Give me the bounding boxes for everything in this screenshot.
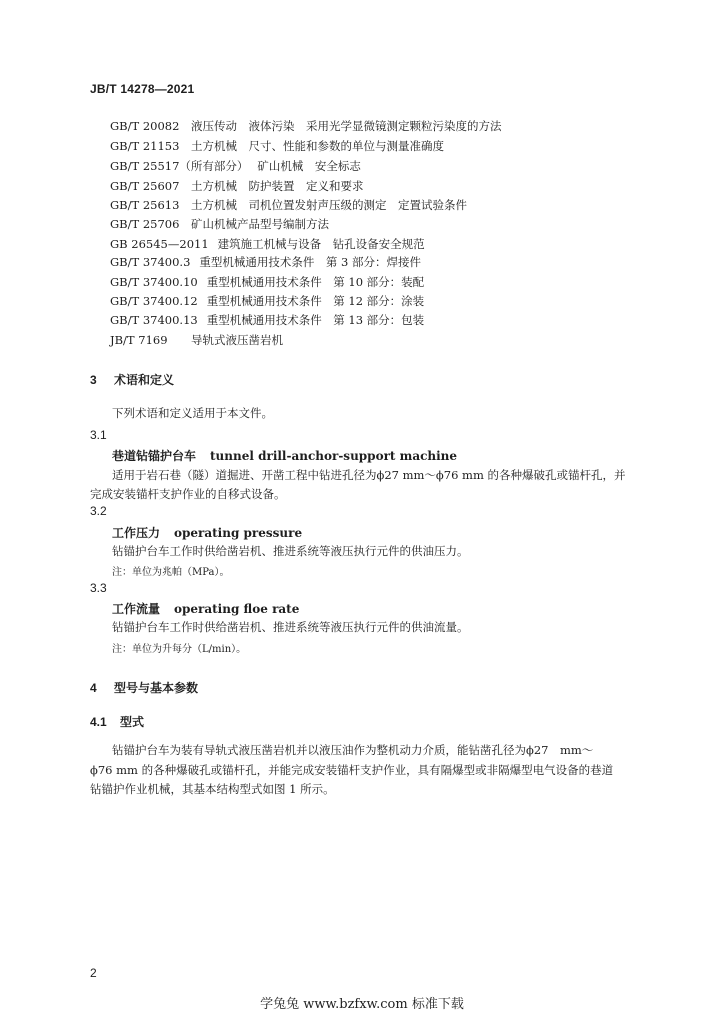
term-heading: [112, 524, 302, 541]
reference-code: GB/T 25613: [110, 198, 180, 212]
reference-item: [110, 236, 425, 252]
term-heading: [112, 447, 457, 464]
term-definition: 钻锚护台车工作时供给凿岩机、推进系统等液压执行元件的供油流量。: [112, 620, 469, 634]
term-english: tunnel drill-anchor-support machine: [210, 449, 458, 463]
reference-title: 土方机械 防护装置 定义和要求: [191, 179, 364, 193]
reference-code: JB/T 7169: [110, 333, 168, 347]
subsection-4-1-heading: [90, 713, 144, 730]
term-chinese: 工作压力: [112, 526, 161, 540]
term-note: 注：单位为升每分（L/min）。: [112, 644, 247, 655]
term-english: operating floe rate: [174, 602, 300, 616]
reference-item: [110, 158, 361, 174]
reference-title: 矿山机械产品型号编制方法: [191, 217, 329, 231]
reference-title: 建筑施工机械与设备 钻孔设备安全规范: [217, 237, 425, 251]
term-english: operating pressure: [174, 526, 303, 540]
reference-code: GB/T 21153: [110, 139, 180, 153]
reference-title: 液压传动 液体污染 采用光学显微镜测定颗粒污染度的方法: [191, 119, 502, 133]
reference-code: GB 26545—2011: [110, 237, 209, 251]
reference-code: GB/T 25706: [110, 217, 180, 231]
subsection-title: 型式: [120, 715, 145, 729]
subsection-number: 4.1: [90, 715, 107, 729]
section-number: 3: [90, 373, 97, 387]
reference-item: [110, 312, 424, 328]
reference-item: [110, 254, 421, 270]
term-note: 注：单位为兆帕（MPa）。: [112, 567, 230, 578]
reference-title: 重型机械通用技术条件 第 12 部分：涂装: [206, 294, 425, 308]
paragraph-line: 钻锚护作业机械，其基本结构型式如图 1 所示。: [90, 782, 335, 796]
reference-title: 土方机械 尺寸、性能和参数的单位与测量准确度: [191, 139, 444, 153]
section-3-heading: [90, 371, 174, 388]
section-3-intro: 下列术语和定义适用于本文件。: [112, 406, 273, 420]
reference-item: [110, 332, 283, 348]
reference-item: [110, 197, 467, 213]
reference-title: 重型机械通用技术条件 第 13 部分：包装: [206, 313, 425, 327]
term-heading: [112, 600, 299, 617]
reference-item: [110, 274, 424, 290]
reference-code: GB/T 25517（所有部分）: [110, 159, 249, 173]
reference-item: [110, 293, 424, 309]
section-title: 型号与基本参数: [114, 681, 199, 695]
reference-code: GB/T 37400.12: [110, 294, 198, 308]
reference-title: 重型机械通用技术条件 第 10 部分：装配: [206, 275, 425, 289]
term-chinese: 工作流量: [112, 602, 161, 616]
term-number: 3.3: [90, 581, 107, 595]
reference-code: GB/T 20082: [110, 119, 180, 133]
term-number: 3.1: [90, 428, 107, 442]
term-number: 3.2: [90, 504, 107, 518]
reference-item: [110, 138, 444, 154]
reference-code: GB/T 25607: [110, 179, 180, 193]
reference-title: 矿山机械 安全标志: [257, 159, 361, 173]
term-chinese: 巷道钻锚护台车: [112, 449, 197, 463]
footer-watermark: 学兔兔 www.bzfxw.com 标准下载: [260, 997, 464, 1012]
reference-code: GB/T 37400.13: [110, 313, 198, 327]
reference-item: [110, 118, 502, 134]
reference-code: GB/T 37400.3: [110, 255, 191, 269]
term-definition: 适用于岩石巷（隧）道掘进、开凿工程中钻进孔径为ϕ27 mm～ϕ76 mm 的各种爆破孔或锚杆孔，并: [112, 468, 626, 482]
paragraph-line: 钻锚护台车为装有导轨式液压凿岩机并以液压油作为整机动力介质，能钻凿孔径为ϕ27 mm～: [112, 743, 594, 757]
reference-item: [110, 216, 329, 232]
reference-code: GB/T 37400.10: [110, 275, 198, 289]
page-number: 2: [90, 966, 97, 980]
section-title: 术语和定义: [114, 373, 175, 387]
standard-number-header: JB/T 14278—2021: [90, 82, 195, 96]
term-definition: 钻锚护台车工作时供给凿岩机、推进系统等液压执行元件的供油压力。: [112, 544, 469, 558]
reference-title: 重型机械通用技术条件 第 3 部分：焊接件: [199, 255, 422, 269]
reference-title: 土方机械 司机位置发射声压级的测定 定置试验条件: [191, 198, 467, 212]
term-definition-continued: 完成安装锚杆支护作业的自移式设备。: [90, 487, 286, 501]
reference-item: [110, 178, 364, 194]
paragraph-line: ϕ76 mm 的各种爆破孔或锚杆孔，并能完成安装锚杆支护作业，具有隔爆型或非隔爆型电气设备的巷道: [90, 763, 614, 777]
section-number: 4: [90, 681, 97, 695]
reference-title: 导轨式液压凿岩机: [191, 333, 283, 347]
section-4-heading: [90, 679, 198, 696]
